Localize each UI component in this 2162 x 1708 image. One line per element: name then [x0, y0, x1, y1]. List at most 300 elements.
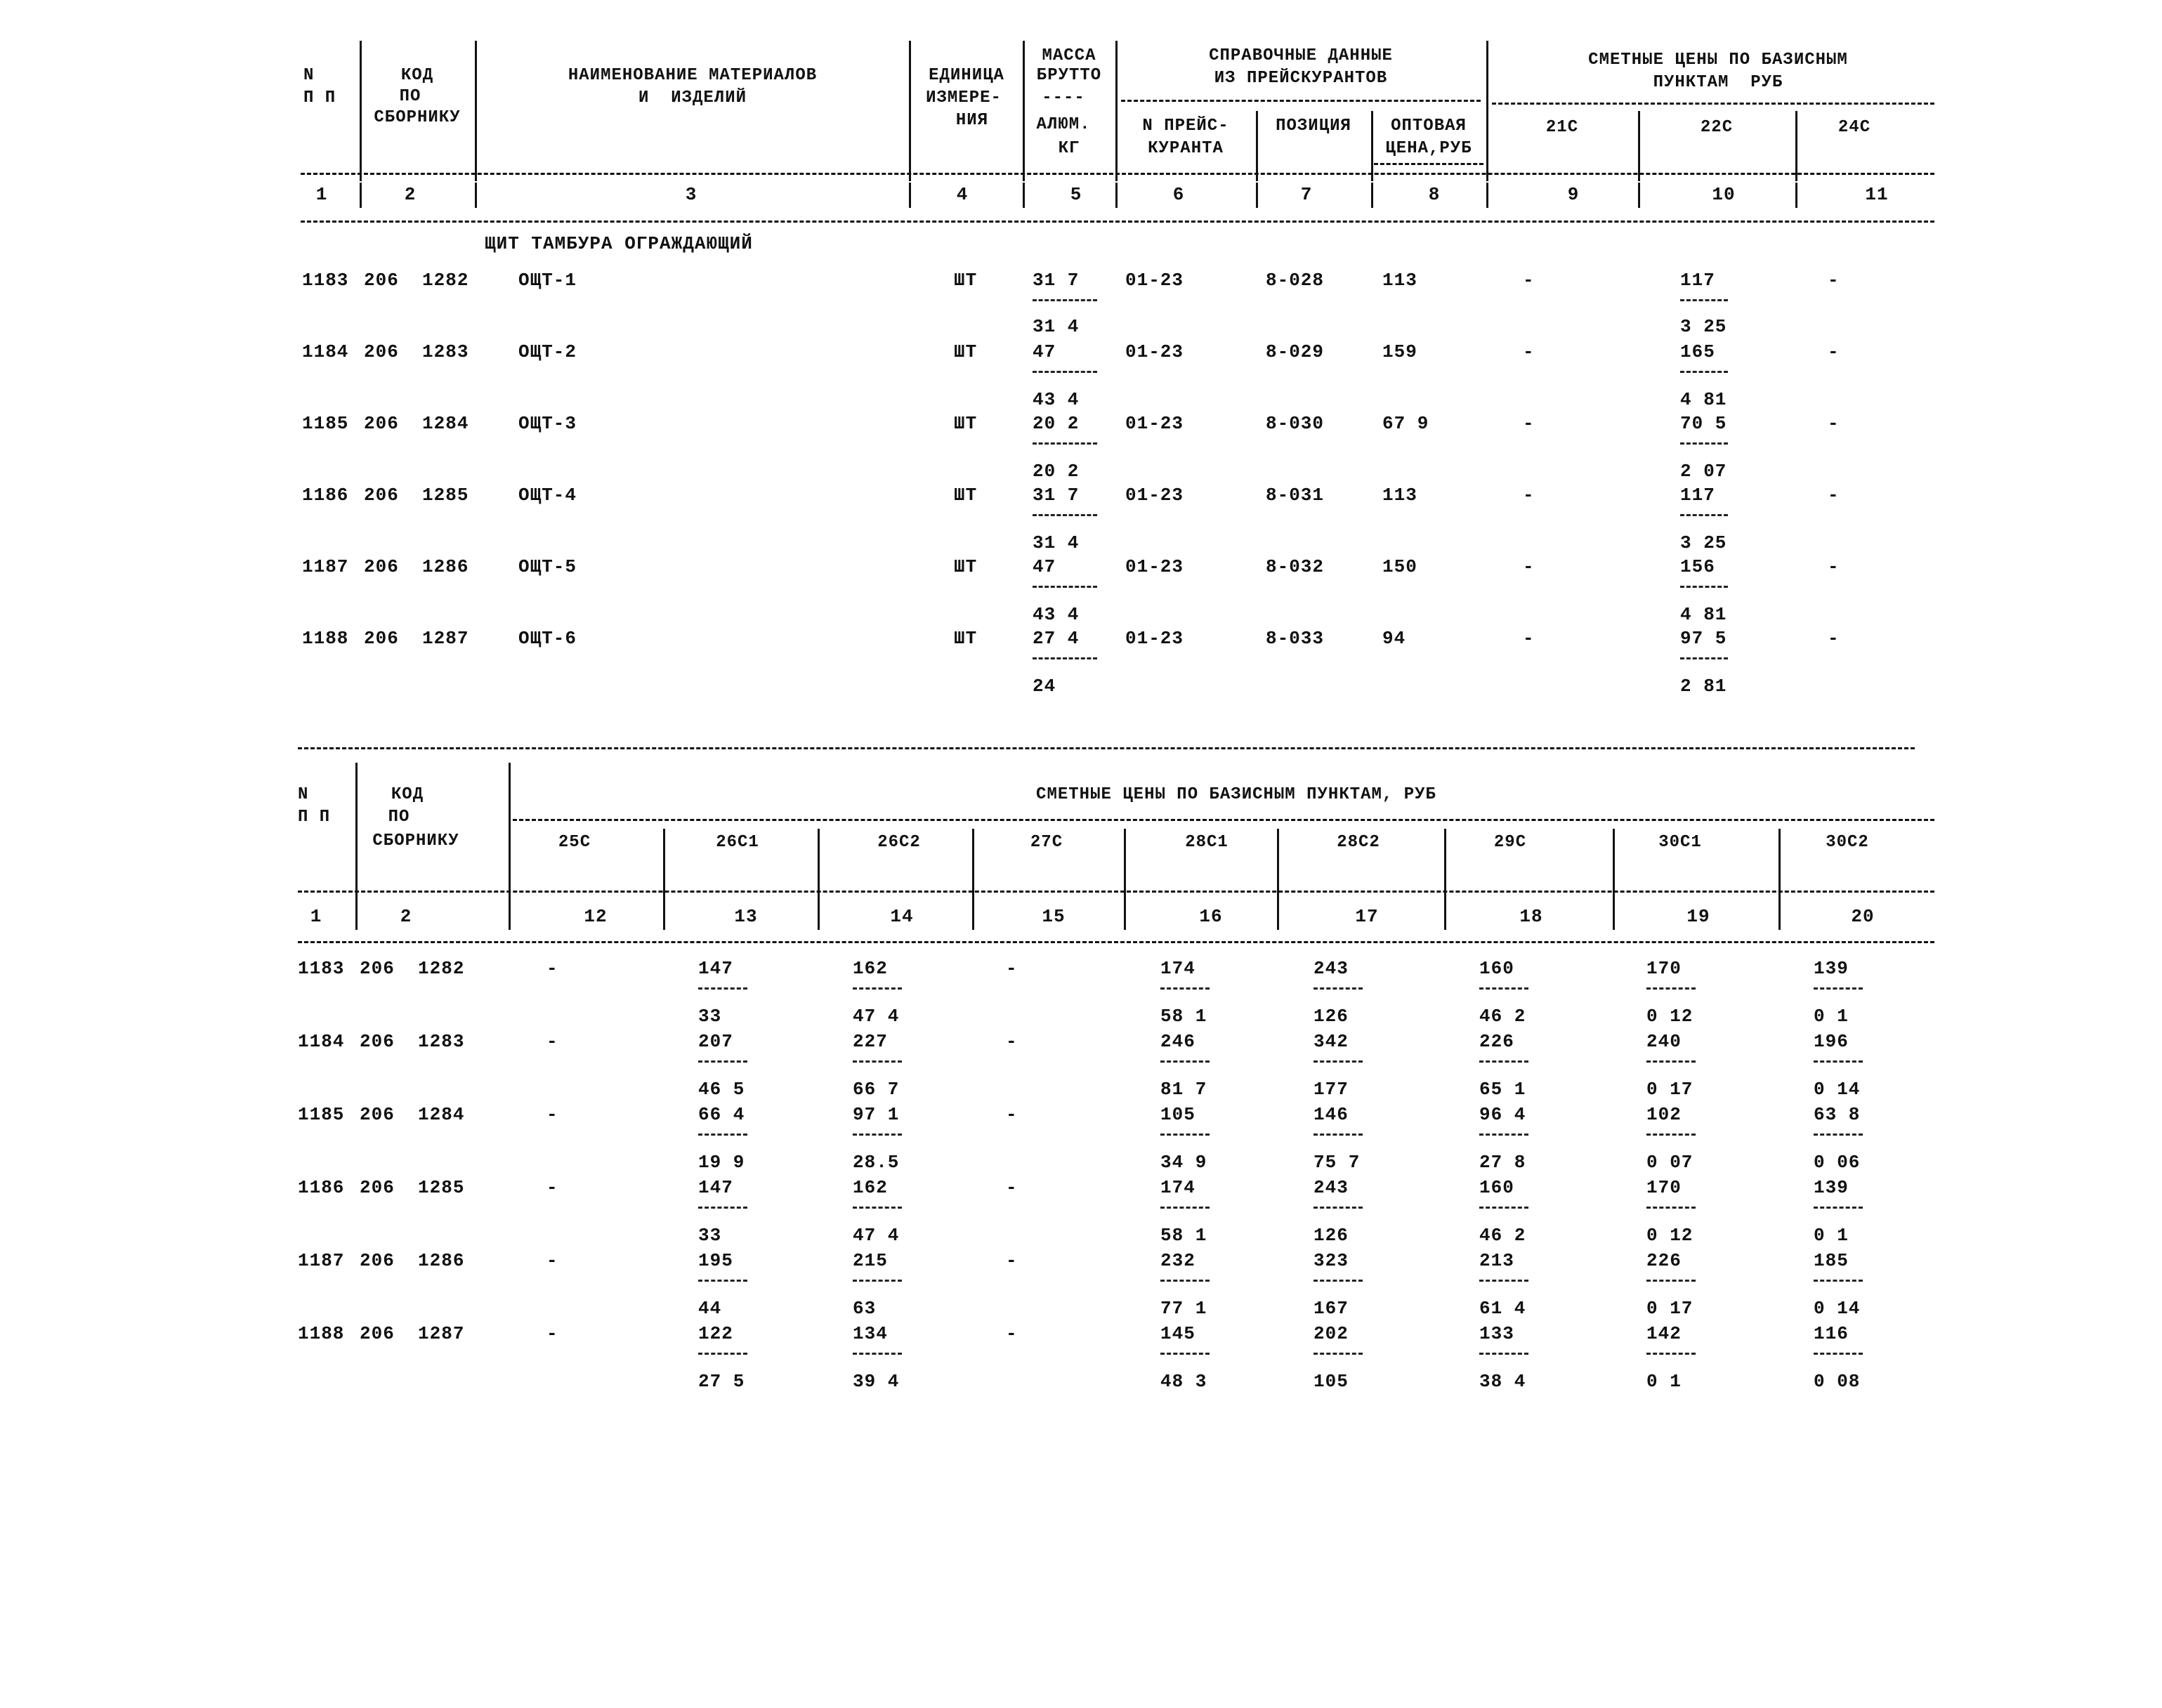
t1-colnum: 5 — [1070, 184, 1082, 205]
t2-vsep — [972, 829, 974, 910]
row-num: 1185 — [298, 1104, 345, 1125]
t1-h-code-2: ПО — [399, 87, 421, 106]
row-pos: 8-032 — [1266, 556, 1325, 577]
price-cell: 139 — [1814, 1177, 1849, 1198]
fraction-line — [1160, 1207, 1210, 1209]
row-name: ОЩТ-1 — [518, 270, 577, 291]
row-code: 206 1286 — [364, 556, 469, 577]
price-cell: 145 — [1160, 1323, 1195, 1344]
row-num: 1185 — [302, 413, 349, 434]
price-cell-sub: 77 1 — [1160, 1298, 1207, 1319]
price-cell: - — [546, 1323, 558, 1344]
t2-vsep — [355, 905, 358, 930]
fraction-line — [1313, 1207, 1363, 1209]
price-cell-sub: 0 12 — [1646, 1225, 1693, 1246]
t1-vsep — [475, 41, 477, 181]
price-cell: 134 — [853, 1323, 888, 1344]
price-cell-sub: 19 9 — [698, 1152, 745, 1173]
row-num: 1184 — [298, 1031, 345, 1052]
price-cell: 226 — [1479, 1031, 1514, 1052]
fraction-line — [1313, 1353, 1363, 1355]
price-cell: 105 — [1160, 1104, 1195, 1125]
t2-colnum: 1 — [310, 906, 322, 927]
price-cell-sub: 177 — [1313, 1079, 1349, 1100]
fraction-line — [1479, 1060, 1528, 1063]
fraction-line — [1646, 987, 1696, 990]
row-mass: 27 4 — [1033, 628, 1080, 649]
t1-h-price-1: ОПТОВАЯ — [1391, 117, 1467, 136]
price-cell: 195 — [698, 1250, 733, 1271]
t1-vsep — [1638, 183, 1640, 208]
fraction-line — [853, 1060, 902, 1063]
price-cell: 243 — [1313, 958, 1349, 979]
row-p21: - — [1523, 628, 1535, 649]
price-cell: 213 — [1479, 1250, 1514, 1271]
price-cell-sub: 81 7 — [1160, 1079, 1207, 1100]
row-num: 1184 — [302, 341, 349, 362]
row-mass: 31 7 — [1033, 485, 1080, 506]
row-pos: 8-033 — [1266, 628, 1325, 649]
t1-vsep — [360, 183, 362, 208]
row-p24: - — [1828, 485, 1840, 506]
t2-h-col: 30С1 — [1658, 833, 1702, 852]
t1-vsep — [909, 41, 911, 181]
row-p22: 117 — [1680, 270, 1715, 291]
price-cell: - — [1006, 1104, 1018, 1125]
price-cell-sub: 0 14 — [1814, 1298, 1861, 1319]
t1-colnum: 4 — [956, 184, 969, 205]
price-cell: 96 4 — [1479, 1104, 1526, 1125]
t2-vsep — [663, 905, 665, 930]
row-code: 206 1284 — [360, 1104, 465, 1125]
price-cell: 226 — [1646, 1250, 1682, 1271]
t2-vsep — [818, 829, 820, 910]
row-code: 206 1287 — [360, 1323, 465, 1344]
t1-price-divider — [1374, 163, 1483, 165]
row-num: 1187 — [302, 556, 349, 577]
fraction-line — [1479, 987, 1528, 990]
row-unit: ШТ — [954, 341, 978, 362]
t1-h-num-2: П П — [303, 88, 336, 107]
price-cell-sub: 34 9 — [1160, 1152, 1207, 1173]
fraction-line — [1646, 1353, 1696, 1355]
t1-h-ref-1: СПРАВОЧНЫЕ ДАННЫЕ — [1209, 46, 1393, 65]
fraction-line — [1646, 1207, 1696, 1209]
t1-vsep — [1256, 111, 1258, 181]
t2-vsep — [1778, 829, 1781, 910]
row-mass-sub: 20 2 — [1033, 461, 1080, 482]
row-p22: 70 5 — [1680, 413, 1727, 434]
price-cell: 342 — [1313, 1031, 1349, 1052]
row-pk: 01-23 — [1125, 556, 1184, 577]
price-cell: 243 — [1313, 1177, 1349, 1198]
price-cell-sub: 33 — [698, 1225, 722, 1246]
fraction-line — [1814, 1353, 1863, 1355]
t1-colnum: 2 — [404, 184, 417, 205]
row-code: 206 1282 — [360, 958, 465, 979]
t2-h-code-2: ПО — [388, 808, 410, 827]
row-code: 206 1284 — [364, 413, 469, 434]
price-cell: 170 — [1646, 958, 1682, 979]
row-p21: - — [1523, 556, 1535, 577]
fraction-line — [1160, 1353, 1210, 1355]
price-cell-sub: 47 4 — [853, 1006, 900, 1027]
price-cell-sub: 126 — [1313, 1006, 1349, 1027]
t2-colnum: 18 — [1519, 906, 1543, 927]
price-cell-sub: 27 5 — [698, 1371, 745, 1392]
t2-vsep — [1778, 905, 1781, 930]
price-cell-sub: 0 12 — [1646, 1006, 1693, 1027]
row-price: 94 — [1382, 628, 1406, 649]
fraction-line — [1160, 1134, 1210, 1136]
row-mass: 47 — [1033, 341, 1056, 362]
row-pk: 01-23 — [1125, 270, 1184, 291]
price-cell: 174 — [1160, 1177, 1195, 1198]
t1-vsep — [1486, 41, 1488, 181]
t1-h-ref-2: ИЗ ПРЕЙСКУРАНТОВ — [1214, 69, 1388, 88]
row-unit: ШТ — [954, 485, 978, 506]
t2-vsep — [1277, 905, 1279, 930]
t1-h-p22: 22С — [1700, 118, 1734, 137]
t1-h-mass-3: ---- — [1042, 88, 1085, 107]
price-cell-sub: 38 4 — [1479, 1371, 1526, 1392]
row-p21: - — [1523, 413, 1535, 434]
row-code: 206 1286 — [360, 1250, 465, 1271]
price-cell: 63 8 — [1814, 1104, 1861, 1125]
t2-vsep — [663, 829, 665, 910]
row-pk: 01-23 — [1125, 485, 1184, 506]
price-cell-sub: 0 1 — [1646, 1371, 1682, 1392]
price-cell: 66 4 — [698, 1104, 745, 1125]
price-cell-sub: 58 1 — [1160, 1225, 1207, 1246]
price-cell: 147 — [698, 958, 733, 979]
t1-h-unit-3: НИЯ — [955, 111, 989, 130]
price-cell-sub: 58 1 — [1160, 1006, 1207, 1027]
t2-vsep — [509, 905, 511, 930]
row-pk: 01-23 — [1125, 628, 1184, 649]
t1-h-code-3: СБОРНИКУ — [374, 108, 461, 127]
t1-vsep — [1795, 111, 1797, 181]
t2-h-col: 29С — [1493, 833, 1527, 852]
price-cell-sub: 63 — [853, 1298, 877, 1319]
t2-h-col: 26С1 — [716, 833, 759, 852]
row-mass: 20 2 — [1033, 413, 1080, 434]
fraction-line — [1033, 586, 1097, 588]
fraction-line — [1313, 1060, 1363, 1063]
price-cell: 122 — [698, 1323, 733, 1344]
t2-colnum: 2 — [400, 906, 412, 927]
t2-vsep — [1444, 905, 1446, 930]
t2-group-divider — [513, 819, 1934, 821]
row-p22-sub: 3 25 — [1680, 316, 1727, 337]
price-cell: 174 — [1160, 958, 1195, 979]
t1-vsep — [1115, 41, 1118, 181]
t1-vsep — [1638, 111, 1640, 181]
t1-h-prices-1: СМЕТНЫЕ ЦЕНЫ ПО БАЗИСНЫМ — [1588, 51, 1848, 70]
fraction-line — [698, 987, 747, 990]
price-cell: 162 — [853, 1177, 888, 1198]
price-cell-sub: 0 14 — [1814, 1079, 1861, 1100]
price-cell-sub: 44 — [698, 1298, 722, 1319]
price-cell: 170 — [1646, 1177, 1682, 1198]
price-cell: 202 — [1313, 1323, 1349, 1344]
price-cell-sub: 61 4 — [1479, 1298, 1526, 1319]
t1-h-mass-2: БРУТТО — [1036, 66, 1102, 85]
row-mass-sub: 43 4 — [1033, 604, 1080, 625]
row-mass: 31 7 — [1033, 270, 1080, 291]
row-code: 206 1287 — [364, 628, 469, 649]
row-p24: - — [1828, 413, 1840, 434]
row-p22-sub: 2 81 — [1680, 676, 1727, 697]
price-cell-sub: 75 7 — [1313, 1152, 1361, 1173]
fraction-line — [1814, 1280, 1863, 1282]
price-cell-sub: 0 17 — [1646, 1079, 1693, 1100]
price-cell: 146 — [1313, 1104, 1349, 1125]
fraction-line — [1479, 1207, 1528, 1209]
price-cell: 246 — [1160, 1031, 1195, 1052]
t2-h-col: 25С — [558, 833, 591, 852]
t1-h-price-2: ЦЕНА,РУБ — [1385, 139, 1472, 158]
row-p24: - — [1828, 628, 1840, 649]
row-pos: 8-030 — [1266, 413, 1325, 434]
row-pk: 01-23 — [1125, 413, 1184, 434]
t1-colnum: 11 — [1865, 184, 1889, 205]
price-cell: - — [546, 1177, 558, 1198]
price-cell: - — [1006, 1250, 1018, 1271]
price-cell: 102 — [1646, 1104, 1682, 1125]
price-cell-sub: 46 2 — [1479, 1006, 1526, 1027]
price-cell: - — [1006, 1177, 1018, 1198]
price-cell: 142 — [1646, 1323, 1682, 1344]
section-title: ЩИТ ТАМБУРА ОГРАЖДАЮЩИЙ — [485, 233, 753, 254]
price-cell-sub: 126 — [1313, 1225, 1349, 1246]
row-code: 206 1282 — [364, 270, 469, 291]
fraction-line — [1160, 1060, 1210, 1063]
fraction-line — [1479, 1353, 1528, 1355]
t2-header-rule — [298, 891, 1934, 893]
t2-h-col: 27С — [1030, 833, 1063, 852]
t1-colnum: 10 — [1712, 184, 1736, 205]
fraction-line — [1814, 1207, 1863, 1209]
row-name: ОЩТ-6 — [518, 628, 577, 649]
t1-colnum: 1 — [315, 184, 328, 205]
t2-h-num-2: П П — [298, 808, 331, 827]
price-cell: - — [1006, 1031, 1018, 1052]
row-mass-sub: 31 4 — [1033, 532, 1080, 553]
t2-vsep — [1444, 829, 1446, 910]
t1-colnum: 9 — [1567, 184, 1580, 205]
row-p22: 156 — [1680, 556, 1715, 577]
fraction-line — [1033, 442, 1097, 445]
t2-vsep — [1124, 905, 1126, 930]
fraction-line — [1033, 657, 1097, 659]
t1-h-mass-1: МАССА — [1042, 46, 1096, 65]
t2-vsep — [818, 905, 820, 930]
price-cell-sub: 105 — [1313, 1371, 1349, 1392]
t2-colnum: 13 — [734, 906, 758, 927]
price-cell-sub: 0 06 — [1814, 1152, 1861, 1173]
t2-h-col: 26С2 — [877, 833, 921, 852]
fraction-line — [1160, 987, 1210, 990]
row-name: ОЩТ-4 — [518, 485, 577, 506]
t2-vsep — [972, 905, 974, 930]
price-cell: 240 — [1646, 1031, 1682, 1052]
fraction-line — [1313, 987, 1363, 990]
fraction-line — [1646, 1280, 1696, 1282]
price-cell-sub: 0 1 — [1814, 1225, 1849, 1246]
price-cell: 116 — [1814, 1323, 1849, 1344]
t2-colnum-rule — [298, 941, 1934, 943]
row-p22: 117 — [1680, 485, 1715, 506]
price-cell-sub: 46 5 — [698, 1079, 745, 1100]
price-cell: 160 — [1479, 958, 1514, 979]
row-p24: - — [1828, 270, 1840, 291]
t2-h-num-1: N — [298, 785, 309, 804]
fraction-line — [1680, 514, 1728, 516]
price-cell-sub: 167 — [1313, 1298, 1349, 1319]
price-cell-sub: 46 2 — [1479, 1225, 1526, 1246]
t2-h-col: 28С2 — [1337, 833, 1380, 852]
price-cell: - — [546, 1031, 558, 1052]
fraction-line — [1814, 1060, 1863, 1063]
row-pos: 8-028 — [1266, 270, 1325, 291]
row-name: ОЩТ-5 — [518, 556, 577, 577]
fraction-line — [853, 1280, 902, 1282]
t1-vsep — [1256, 183, 1258, 208]
fraction-line — [1814, 1134, 1863, 1136]
fraction-line — [1680, 442, 1728, 445]
fraction-line — [1479, 1280, 1528, 1282]
t1-h-code-1: КОД — [400, 66, 434, 85]
price-cell: 147 — [698, 1177, 733, 1198]
price-cell-sub: 0 08 — [1814, 1371, 1861, 1392]
row-num: 1186 — [298, 1177, 345, 1198]
row-price: 159 — [1382, 341, 1417, 362]
t1-colnum: 3 — [685, 184, 697, 205]
t2-vsep — [1124, 829, 1126, 910]
t1-vsep — [1023, 183, 1025, 208]
price-cell: 232 — [1160, 1250, 1195, 1271]
fraction-line — [1033, 514, 1097, 516]
t1-h-p24: 24С — [1837, 118, 1871, 137]
price-cell: 215 — [853, 1250, 888, 1271]
fraction-line — [1646, 1060, 1696, 1063]
row-p22-sub: 3 25 — [1680, 532, 1727, 553]
price-cell: 196 — [1814, 1031, 1849, 1052]
fraction-line — [1033, 299, 1097, 301]
t2-vsep — [1277, 829, 1279, 910]
t1-vsep — [1371, 111, 1373, 181]
fraction-line — [1160, 1280, 1210, 1282]
price-cell: 227 — [853, 1031, 888, 1052]
price-cell: 97 1 — [853, 1104, 900, 1125]
row-num: 1188 — [298, 1323, 345, 1344]
price-cell: - — [1006, 1323, 1018, 1344]
row-pk: 01-23 — [1125, 341, 1184, 362]
t2-h-code-1: КОД — [391, 785, 424, 804]
t2-colnum: 15 — [1042, 906, 1066, 927]
t2-vsep — [1613, 905, 1615, 930]
t2-colnum: 17 — [1355, 906, 1379, 927]
t2-colnum: 14 — [890, 906, 914, 927]
row-code: 206 1285 — [360, 1177, 465, 1198]
fraction-line — [853, 1207, 902, 1209]
t1-vsep — [360, 41, 362, 181]
row-num: 1183 — [298, 958, 345, 979]
t2-colnum: 20 — [1851, 906, 1875, 927]
row-pos: 8-031 — [1266, 485, 1325, 506]
fraction-line — [698, 1060, 747, 1063]
t2-h-group: СМЕТНЫЕ ЦЕНЫ ПО БАЗИСНЫМ ПУНКТАМ, РУБ — [1036, 785, 1436, 804]
t1-h-pos: ПОЗИЦИЯ — [1276, 117, 1351, 136]
t1-vsep — [909, 183, 911, 208]
t2-vsep — [355, 763, 358, 910]
t1-ref-divider — [1121, 100, 1481, 102]
t1-vsep — [1795, 183, 1797, 208]
row-p21: - — [1523, 485, 1535, 506]
row-unit: ШТ — [954, 270, 978, 291]
t1-h-pk-2: КУРАНТА — [1148, 139, 1224, 158]
fraction-line — [1313, 1134, 1363, 1136]
t2-colnum: 16 — [1199, 906, 1223, 927]
t1-h-name-2: И ИЗДЕЛИЙ — [638, 88, 747, 107]
row-mass: 47 — [1033, 556, 1056, 577]
t1-h-num-1: N — [303, 66, 315, 85]
price-cell-sub: 0 07 — [1646, 1152, 1693, 1173]
fraction-line — [853, 1353, 902, 1355]
t1-colnum: 6 — [1172, 184, 1185, 205]
row-p21: - — [1523, 270, 1535, 291]
row-p22: 97 5 — [1680, 628, 1727, 649]
t2-h-col: 30С2 — [1826, 833, 1869, 852]
t1-vsep — [1023, 41, 1025, 181]
t2-top-rule — [298, 747, 1915, 749]
fraction-line — [1680, 657, 1728, 659]
row-num: 1186 — [302, 485, 349, 506]
t1-h-pk-1: N ПРЕЙС- — [1142, 117, 1229, 136]
row-p24: - — [1828, 556, 1840, 577]
fraction-line — [1646, 1134, 1696, 1136]
price-cell-sub: 65 1 — [1479, 1079, 1526, 1100]
t2-vsep — [509, 763, 511, 910]
row-code: 206 1283 — [360, 1031, 465, 1052]
t1-header-rule — [301, 173, 1934, 175]
row-mass-sub: 24 — [1033, 676, 1056, 697]
t2-h-col: 28С1 — [1185, 833, 1229, 852]
row-num: 1188 — [302, 628, 349, 649]
price-cell: - — [546, 958, 558, 979]
row-num: 1183 — [302, 270, 349, 291]
t1-h-p21: 21С — [1545, 118, 1579, 137]
row-p24: - — [1828, 341, 1840, 362]
fraction-line — [1814, 987, 1863, 990]
t1-h-unit-1: ЕДИНИЦА — [929, 66, 1004, 85]
row-p21: - — [1523, 341, 1535, 362]
row-p22-sub: 2 07 — [1680, 461, 1727, 482]
fraction-line — [698, 1134, 747, 1136]
row-p22-sub: 4 81 — [1680, 604, 1727, 625]
fraction-line — [1680, 299, 1728, 301]
row-name: ОЩТ-3 — [518, 413, 577, 434]
t1-prices-divider — [1492, 103, 1934, 105]
row-name: ОЩТ-2 — [518, 341, 577, 362]
t2-vsep — [1613, 829, 1615, 910]
price-cell: - — [546, 1104, 558, 1125]
row-mass-sub: 43 4 — [1033, 389, 1080, 410]
row-p22-sub: 4 81 — [1680, 389, 1727, 410]
row-num: 1187 — [298, 1250, 345, 1271]
t1-h-mass-5: КГ — [1058, 139, 1080, 158]
